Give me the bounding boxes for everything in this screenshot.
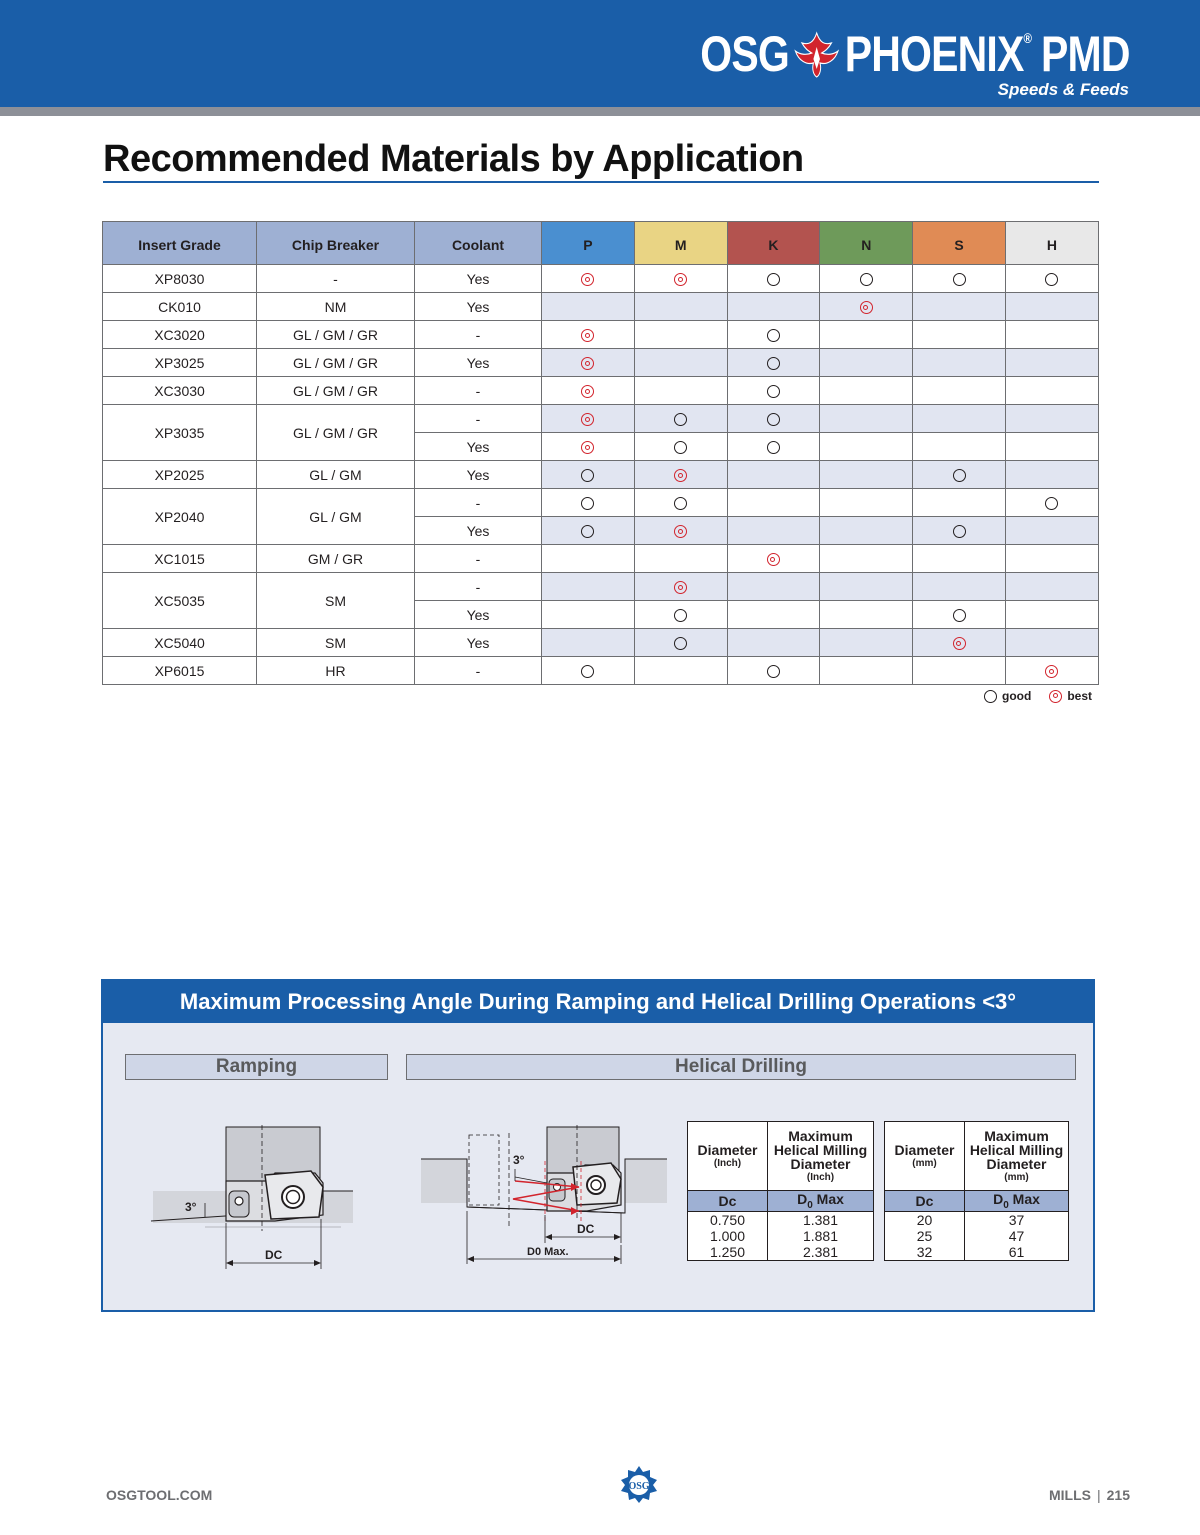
- footer-page-info: [1049, 1487, 1130, 1503]
- iso-m-cell: [634, 293, 727, 321]
- iso-h-cell: [1005, 433, 1098, 461]
- table-row: [688, 1228, 874, 1244]
- iso-h-cell: [1005, 657, 1098, 685]
- chip-breaker-cell: HR: [257, 657, 415, 685]
- table-row: [103, 405, 1099, 433]
- coolant-cell: Yes: [415, 517, 542, 545]
- coolant-cell: Yes: [415, 265, 542, 293]
- coolant-cell: -: [415, 489, 542, 517]
- inch-max-unit: (Inch): [806, 1171, 835, 1183]
- brand-registered: ®: [1023, 30, 1032, 46]
- col-iso-m: M: [634, 222, 727, 265]
- header-stripe: [0, 107, 1200, 116]
- iso-h-cell: [1005, 377, 1098, 405]
- insert-grade-cell: CK010: [103, 293, 257, 321]
- chip-breaker-cell: NM: [257, 293, 415, 321]
- iso-n-cell: [820, 489, 913, 517]
- table-row: [103, 489, 1099, 517]
- good-mark-icon: [674, 441, 687, 454]
- inch-dc-cell: 1.250: [688, 1244, 768, 1261]
- col-iso-h: H: [1005, 222, 1098, 265]
- mm-max-header-text: Maximum Helical Milling Diameter: [969, 1127, 1064, 1172]
- good-mark-icon: [1045, 497, 1058, 510]
- table-row: [885, 1244, 1069, 1261]
- iso-p-cell: [542, 349, 635, 377]
- iso-n-cell: [820, 321, 913, 349]
- helical-drilling-label: Helical Drilling: [406, 1054, 1076, 1080]
- iso-s-cell: [913, 657, 1006, 685]
- mm-max-header: [965, 1122, 1069, 1191]
- iso-p-cell: [542, 265, 635, 293]
- coolant-cell: -: [415, 377, 542, 405]
- best-mark-icon: [581, 385, 594, 398]
- mm-diameter-header-text: Diameter: [894, 1141, 955, 1158]
- chip-breaker-cell: GL / GM / GR: [257, 377, 415, 405]
- iso-k-cell: [727, 489, 820, 517]
- iso-s-cell: [913, 489, 1006, 517]
- iso-k-cell: [727, 573, 820, 601]
- iso-n-cell: [820, 433, 913, 461]
- good-mark-icon: [581, 497, 594, 510]
- iso-k-cell: [727, 629, 820, 657]
- iso-m-cell: [634, 657, 727, 685]
- col-coolant: Coolant: [415, 222, 542, 265]
- mm-d0-tail: Max: [1008, 1191, 1040, 1208]
- insert-grade-cell: XP8030: [103, 265, 257, 293]
- logo-text: OSG: [628, 1481, 650, 1492]
- best-mark-icon: [674, 469, 687, 482]
- best-mark-icon: [581, 273, 594, 286]
- insert-grade-cell: XP3035: [103, 405, 257, 461]
- inch-d0-header: [768, 1191, 874, 1212]
- iso-n-cell: [820, 657, 913, 685]
- good-mark-icon: [581, 665, 594, 678]
- good-mark-icon: [953, 525, 966, 538]
- mm-dc-cell: 20: [885, 1212, 965, 1229]
- inch-table-body: [688, 1212, 874, 1261]
- table-row: [103, 321, 1099, 349]
- iso-m-cell: [634, 517, 727, 545]
- iso-s-cell: [913, 377, 1006, 405]
- legend-best-label: best: [1067, 689, 1092, 703]
- insert-grade-cell: XC1015: [103, 545, 257, 573]
- good-mark-icon: [674, 637, 687, 650]
- ramping-label: Ramping: [125, 1054, 388, 1080]
- iso-m-cell: [634, 489, 727, 517]
- iso-s-cell: [913, 349, 1006, 377]
- table-row: [885, 1228, 1069, 1244]
- iso-s-cell: [913, 517, 1006, 545]
- inch-dc-header: Dc: [688, 1191, 768, 1212]
- iso-m-cell: [634, 377, 727, 405]
- best-mark-icon: [581, 329, 594, 342]
- chip-breaker-cell: -: [257, 265, 415, 293]
- best-mark-icon: [1049, 690, 1062, 703]
- best-mark-icon: [674, 581, 687, 594]
- iso-m-cell: [634, 321, 727, 349]
- materials-table-body: [103, 265, 1099, 685]
- good-mark-icon: [953, 273, 966, 286]
- iso-k-cell: [727, 545, 820, 573]
- mm-dc-cell: 25: [885, 1228, 965, 1244]
- iso-h-cell: [1005, 321, 1098, 349]
- good-mark-icon: [767, 273, 780, 286]
- good-mark-icon: [767, 441, 780, 454]
- iso-k-cell: [727, 657, 820, 685]
- legend: [984, 689, 1092, 703]
- brand-logo: [701, 28, 1130, 80]
- footer-page-number: 215: [1106, 1487, 1130, 1503]
- inch-diameter-unit: (Inch): [713, 1157, 742, 1169]
- iso-n-cell: [820, 349, 913, 377]
- inch-d0-cell: 1.381: [768, 1212, 874, 1229]
- footer-separator: |: [1097, 1487, 1101, 1503]
- good-mark-icon: [767, 665, 780, 678]
- insert-grade-cell: XC3020: [103, 321, 257, 349]
- iso-k-cell: [727, 433, 820, 461]
- iso-m-cell: [634, 433, 727, 461]
- insert-grade-cell: XP2025: [103, 461, 257, 489]
- table-row: [103, 545, 1099, 573]
- iso-k-cell: [727, 377, 820, 405]
- best-mark-icon: [581, 357, 594, 370]
- ramp-dc-label: DC: [265, 1248, 283, 1262]
- good-mark-icon: [1045, 273, 1058, 286]
- coolant-cell: Yes: [415, 349, 542, 377]
- table-row: [885, 1212, 1069, 1229]
- mm-d0-cell: 47: [965, 1228, 1069, 1244]
- iso-m-cell: [634, 349, 727, 377]
- table-row: [103, 573, 1099, 601]
- chip-breaker-cell: GL / GM / GR: [257, 349, 415, 377]
- inch-d0-cell: 2.381: [768, 1244, 874, 1261]
- good-mark-icon: [767, 329, 780, 342]
- mm-d0-main: D: [993, 1191, 1004, 1208]
- mm-diameter-unit: (mm): [912, 1157, 937, 1169]
- inch-d0-main: D: [797, 1191, 808, 1208]
- iso-k-cell: [727, 349, 820, 377]
- good-mark-icon: [953, 469, 966, 482]
- brand-subtitle: Speeds & Feeds: [997, 80, 1129, 99]
- chip-breaker-cell: SM: [257, 629, 415, 657]
- iso-h-cell: [1005, 349, 1098, 377]
- iso-m-cell: [634, 601, 727, 629]
- brand-osg: OSG: [700, 26, 790, 82]
- good-mark-icon: [674, 497, 687, 510]
- iso-h-cell: [1005, 293, 1098, 321]
- col-insert-grade: Insert Grade: [103, 222, 257, 265]
- iso-s-cell: [913, 433, 1006, 461]
- good-mark-icon: [984, 690, 997, 703]
- iso-s-cell: [913, 629, 1006, 657]
- inch-d0-subscript: 0: [807, 1199, 813, 1211]
- osg-logo-icon: [619, 1464, 659, 1504]
- coolant-cell: Yes: [415, 629, 542, 657]
- inch-diameter-header: [688, 1122, 768, 1191]
- iso-n-cell: [820, 461, 913, 489]
- iso-h-cell: [1005, 545, 1098, 573]
- iso-h-cell: [1005, 601, 1098, 629]
- phoenix-logo-icon: [791, 29, 843, 79]
- iso-n-cell: [820, 517, 913, 545]
- iso-n-cell: [820, 629, 913, 657]
- iso-h-cell: [1005, 265, 1098, 293]
- iso-p-cell: [542, 545, 635, 573]
- best-mark-icon: [581, 441, 594, 454]
- mm-table-body: [885, 1212, 1069, 1261]
- helical-diagram: [419, 1121, 669, 1286]
- good-mark-icon: [581, 469, 594, 482]
- helical-angle-label: 3°: [513, 1153, 525, 1167]
- iso-p-cell: [542, 433, 635, 461]
- table-row: [103, 461, 1099, 489]
- materials-table: [102, 221, 1099, 685]
- insert-grade-cell: XP2040: [103, 489, 257, 545]
- iso-m-cell: [634, 265, 727, 293]
- iso-k-cell: [727, 517, 820, 545]
- processing-angle-panel: [101, 979, 1095, 1312]
- chip-breaker-cell: GL / GM: [257, 461, 415, 489]
- insert-grade-cell: XP6015: [103, 657, 257, 685]
- iso-s-cell: [913, 573, 1006, 601]
- iso-p-cell: [542, 657, 635, 685]
- chip-breaker-cell: SM: [257, 573, 415, 629]
- iso-p-cell: [542, 461, 635, 489]
- iso-k-cell: [727, 321, 820, 349]
- iso-h-cell: [1005, 489, 1098, 517]
- coolant-cell: -: [415, 321, 542, 349]
- good-mark-icon: [581, 525, 594, 538]
- good-mark-icon: [674, 413, 687, 426]
- best-mark-icon: [1045, 665, 1058, 678]
- table-row: [103, 265, 1099, 293]
- title-underline: [103, 181, 1099, 183]
- mm-dc-header: Dc: [885, 1191, 965, 1212]
- iso-m-cell: [634, 405, 727, 433]
- iso-k-cell: [727, 265, 820, 293]
- iso-s-cell: [913, 601, 1006, 629]
- inch-dc-cell: 0.750: [688, 1212, 768, 1229]
- iso-s-cell: [913, 461, 1006, 489]
- chip-breaker-cell: GL / GM: [257, 489, 415, 545]
- table-header-row: [103, 222, 1099, 265]
- best-mark-icon: [767, 553, 780, 566]
- mm-d0-subscript: 0: [1003, 1199, 1009, 1211]
- iso-p-cell: [542, 377, 635, 405]
- legend-good-label: good: [1001, 689, 1032, 703]
- iso-s-cell: [913, 545, 1006, 573]
- good-mark-icon: [674, 609, 687, 622]
- table-row: [103, 377, 1099, 405]
- iso-m-cell: [634, 545, 727, 573]
- iso-s-cell: [913, 293, 1006, 321]
- iso-s-cell: [913, 265, 1006, 293]
- iso-m-cell: [634, 461, 727, 489]
- best-mark-icon: [860, 301, 873, 314]
- inch-diameter-header-text: Diameter: [697, 1141, 758, 1158]
- page-title: Recommended Materials by Application: [103, 138, 804, 180]
- iso-p-cell: [542, 489, 635, 517]
- iso-s-cell: [913, 405, 1006, 433]
- inch-d0-cell: 1.881: [768, 1228, 874, 1244]
- chip-breaker-cell: GL / GM / GR: [257, 405, 415, 461]
- best-mark-icon: [674, 525, 687, 538]
- iso-k-cell: [727, 601, 820, 629]
- good-mark-icon: [860, 273, 873, 286]
- helical-dc-label: DC: [577, 1222, 595, 1236]
- iso-s-cell: [913, 321, 1006, 349]
- table-row: [688, 1244, 874, 1261]
- coolant-cell: -: [415, 405, 542, 433]
- table-row: [103, 293, 1099, 321]
- table-row: [688, 1212, 874, 1229]
- footer-website[interactable]: OSGTOOL.COM: [106, 1487, 213, 1503]
- iso-p-cell: [542, 573, 635, 601]
- coolant-cell: -: [415, 657, 542, 685]
- iso-n-cell: [820, 293, 913, 321]
- mm-max-unit: (mm): [1004, 1171, 1029, 1183]
- col-iso-s: S: [913, 222, 1006, 265]
- iso-h-cell: [1005, 573, 1098, 601]
- coolant-cell: Yes: [415, 461, 542, 489]
- iso-n-cell: [820, 265, 913, 293]
- iso-p-cell: [542, 321, 635, 349]
- coolant-cell: Yes: [415, 293, 542, 321]
- inch-dc-cell: 1.000: [688, 1228, 768, 1244]
- mm-diameter-header: [885, 1122, 965, 1191]
- chip-breaker-cell: GL / GM / GR: [257, 321, 415, 349]
- coolant-cell: -: [415, 573, 542, 601]
- iso-k-cell: [727, 461, 820, 489]
- coolant-cell: Yes: [415, 433, 542, 461]
- insert-grade-cell: XC5040: [103, 629, 257, 657]
- iso-h-cell: [1005, 405, 1098, 433]
- col-iso-k: K: [727, 222, 820, 265]
- iso-m-cell: [634, 573, 727, 601]
- inch-diameter-table: [687, 1121, 874, 1261]
- iso-p-cell: [542, 601, 635, 629]
- brand-phoenix: PHOENIX: [845, 26, 1024, 82]
- mm-d0-header: [965, 1191, 1069, 1212]
- iso-n-cell: [820, 601, 913, 629]
- col-chip-breaker: Chip Breaker: [257, 222, 415, 265]
- iso-n-cell: [820, 573, 913, 601]
- brand-pmd: PMD: [1041, 26, 1130, 82]
- iso-p-cell: [542, 293, 635, 321]
- col-iso-n: N: [820, 222, 913, 265]
- best-mark-icon: [953, 637, 966, 650]
- iso-h-cell: [1005, 629, 1098, 657]
- insert-grade-cell: XC5035: [103, 573, 257, 629]
- iso-n-cell: [820, 545, 913, 573]
- insert-grade-cell: XP3025: [103, 349, 257, 377]
- good-mark-icon: [767, 385, 780, 398]
- col-iso-p: P: [542, 222, 635, 265]
- ramp-angle-label: 3°: [185, 1200, 197, 1214]
- inch-d0-tail: Max: [812, 1191, 844, 1208]
- insert-grade-cell: XC3030: [103, 377, 257, 405]
- iso-m-cell: [634, 629, 727, 657]
- inch-max-header: [768, 1122, 874, 1191]
- iso-k-cell: [727, 405, 820, 433]
- iso-k-cell: [727, 293, 820, 321]
- iso-n-cell: [820, 377, 913, 405]
- iso-p-cell: [542, 405, 635, 433]
- mm-d0-cell: 61: [965, 1244, 1069, 1261]
- table-row: [103, 349, 1099, 377]
- mm-d0-cell: 37: [965, 1212, 1069, 1229]
- panel-title: Maximum Processing Angle During Ramping and Helical Drilling Operations <3°: [103, 981, 1093, 1023]
- good-mark-icon: [767, 357, 780, 370]
- ramping-diagram: [145, 1121, 360, 1271]
- iso-h-cell: [1005, 517, 1098, 545]
- helical-d0-label: D0 Max.: [527, 1246, 569, 1258]
- good-mark-icon: [767, 413, 780, 426]
- table-row: [103, 657, 1099, 685]
- good-mark-icon: [953, 609, 966, 622]
- iso-n-cell: [820, 405, 913, 433]
- chip-breaker-cell: GM / GR: [257, 545, 415, 573]
- coolant-cell: -: [415, 545, 542, 573]
- best-mark-icon: [674, 273, 687, 286]
- header-band: [0, 0, 1200, 107]
- coolant-cell: Yes: [415, 601, 542, 629]
- best-mark-icon: [581, 413, 594, 426]
- inch-max-header-text: Maximum Helical Milling Diameter: [773, 1127, 868, 1172]
- mm-diameter-table: [884, 1121, 1069, 1261]
- mm-dc-cell: 32: [885, 1244, 965, 1261]
- table-row: [103, 629, 1099, 657]
- footer-section: MILLS: [1049, 1487, 1091, 1503]
- iso-p-cell: [542, 517, 635, 545]
- iso-p-cell: [542, 629, 635, 657]
- iso-h-cell: [1005, 461, 1098, 489]
